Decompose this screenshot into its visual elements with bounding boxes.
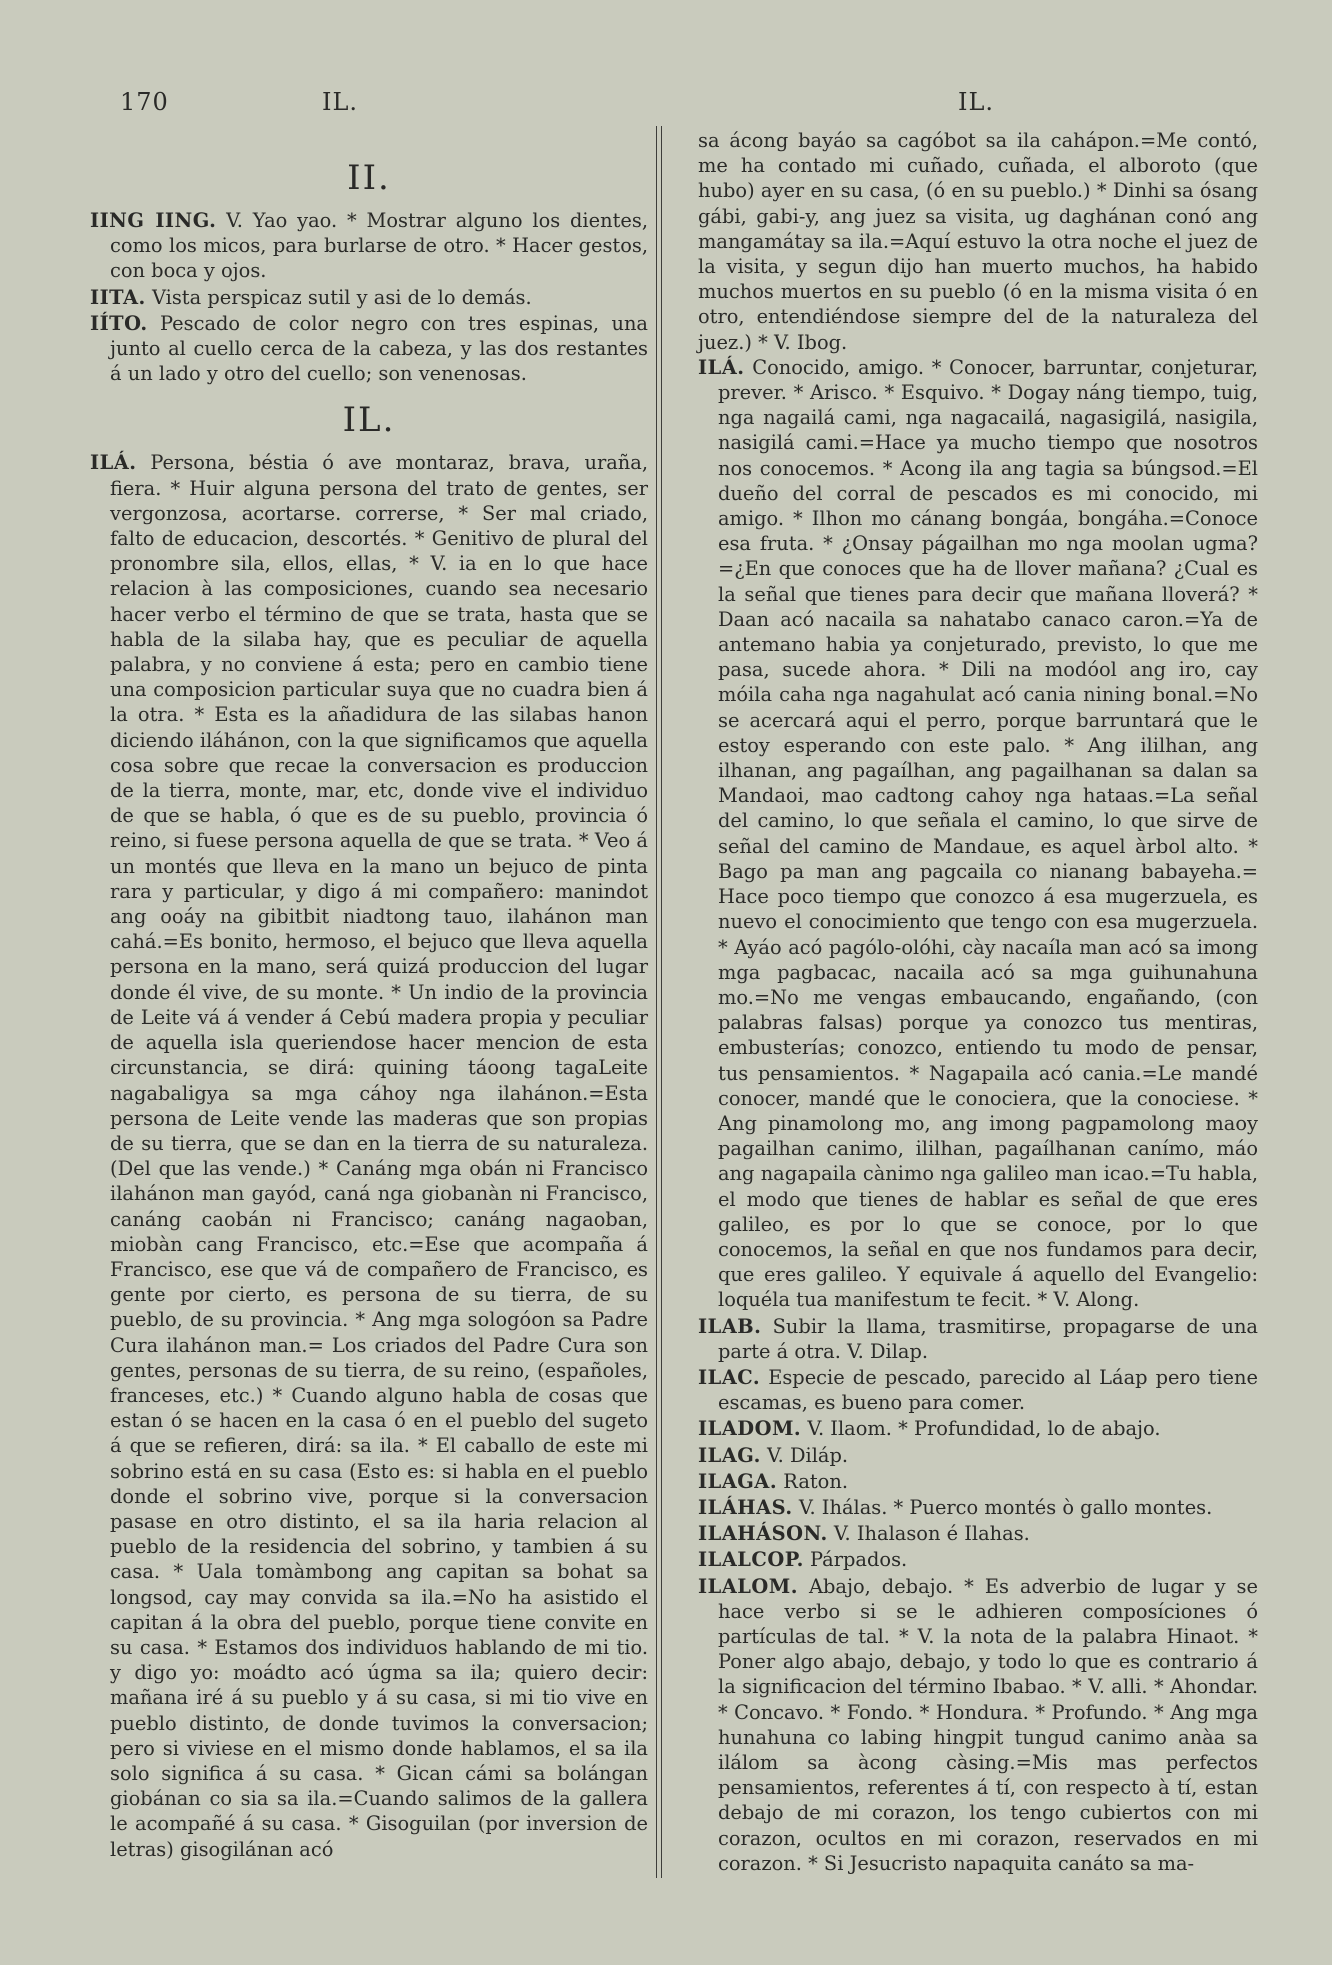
entry-definition: V. Ilaom. * Profundidad, lo de abajo. [807,1417,1161,1441]
dictionary-entry [90,285,648,310]
dictionary-entry [90,311,648,387]
entry-definition: V. Ihálas. * Puerco montés ò gallo montes. [798,1495,1213,1519]
dictionary-entry [698,1469,1258,1494]
page-number: 170 [120,88,169,116]
column-divider [656,126,662,1878]
section-heading-ii: II. [347,158,391,198]
entry-headword: ILALCOP. [698,1548,804,1572]
entry-headword: ILAB. [698,1314,762,1338]
dictionary-entry [698,1365,1258,1415]
dictionary-entry [698,355,1258,1313]
entry-headword: ILÁHAS. [698,1495,793,1519]
entry-continuation: sa ácong bayáo sa cagóbot sa ila cahápon.=Me contó, me ha contado mi cuñado, cuñada, el alboroto (que hubo) ayer en su casa, (ó en su pueblo.) * Dinhi sa ósang gábi, gabi-y, ang juez sa visita, ug daghánan conó ang mangamátay sa ila.=Aquí estuvo la otra noche el juez de la visita, y segun dijo han muerto muchos, ha habido muchos muertos en su pueblo (ó en la misma visita ó en otro, entendiéndose siempre del de la naturaleza del juez.) * V. Ibog. [698,129,1258,354]
dictionary-entry [698,1443,1258,1468]
dictionary-entry [698,1547,1258,1572]
entry-headword: ILÁ. [90,451,137,475]
entry-definition: Raton. [783,1469,849,1493]
entry-headword: ILAHÁSON. [698,1522,828,1546]
entry-headword: IITA. [90,285,146,309]
entry-definition: V. Ihalason é Ilahas. [833,1522,1030,1546]
left-running-title: IL. [322,88,359,116]
entry-headword: ILADOM. [698,1417,802,1441]
right-column [698,128,1258,1877]
dictionary-entry [90,208,648,284]
entry-definition: V. Yao yao. * Mostrar alguno los dientes, como los micos, para burlarse de otro. * Hacer gestos, con boca y ojos. [110,209,648,283]
dictionary-entry [698,1574,1258,1876]
running-head [0,88,1332,124]
entry-definition: Conocido, amigo. * Conocer, barruntar, conjeturar, prever. * Arisco. * Esquivo. * Dogay náng tiempo, tuig, nga nagailá cami, nga nagacailá, nagasigilá, nasigila, nasigilá cami.=Hace ya mucho tiempo que nosotros nos conocemos. * Acong ila ang tagia sa búngsod.=El dueño del corral de pescados es mi conocido, mi amigo. * Ilhon mo cánang bongáa, bongáha.=Conoce esa fruta. * ¿Onsay págailhan mo nga moolan ugma?=¿En que conoces que ha de llover mañana? ¿Cual es la señal que tienes para decir que mañana lloverá? * Daan acó nacaila sa nahatabo canaco caron.=Ya de antemano habia ya conjeturado, previsto, lo que me pasa, sucede ahora. * Dili na modóol ang iro, cay móila caha nga nagahulat acó cania nining bonal.=No se acercará aqui el perro, porque barruntará que le estoy esperando con este palo. * Ang ililhan, ang ilhanan, ang pagaílhan, ang pagailhanan sa dalan sa Mandaoi, mao cadtong cahoy nga hataas.=La señal del camino, lo que señala el camino, lo que sirve de señal del camino de Mandaue, es aquel àrbol alto. * Bago pa man ang pagcaila co nianang babayeha.= Hace poco tiempo que conozco á esa mugerzuela, es nuevo el conocimiento que tengo con esa mugerzuela. * Ayáo acó pagólo-olóhi, cày nacaíla man acó sa imong mga pagbacac, nacaila acó sa mga guihunahuna mo.=No me vengas embaucando, engañando, (con palabras falsas) porque ya conozco tus mentiras, embusterías; conozco, entiendo tu modo de pensar, tus pensamientos. * Nagapaila acó cania.=Le mandé conocer, mandé que le conociera, que la conociese. * Ang pinamolong mo, ang imong pagpamolong maoy pagailhan canimo, ililhan, pagaílhanan canímo, máo ang nagapaila cànimo nga galileo man icao.=Tu habla, el modo que tienes de hablar es señal de que eres galileo, es por lo que se conoce, por lo que conocemos, la señal en que nos fundamos para decir, que eres galileo. Y equivale á aquello del Evangelio: loquéla tua manifestum te fecit. * V. Along. [718,355,1258,1312]
entry-definition: Párpados. [810,1548,908,1572]
entry-definition: Vista perspicaz sutil y asi de lo demás. [151,285,532,309]
entry-headword: ILAGA. [698,1469,778,1493]
entry-headword: ILÁ. [698,355,745,379]
entry-definition: V. Diláp. [767,1443,849,1467]
dictionary-entry [90,450,648,1861]
entry-headword: IING IING. [90,209,217,232]
entry-definition: Abajo, debajo. * Es adverbio de lugar y se hace verbo si se le adhieren composíciones ó partículas de tal. * V. la nota de la palabra Hinaot. * Poner algo abajo, debajo, y todo lo que es contrario á la significacion del término Ibabao. * V. alli. * Ahondar. * Concavo. * Fondo. * Hondura. * Profundo. * Ang mga hunahuna co labing hingpit tungud canimo anàa sa ilálom sa àcong càsing.=Mis mas perfectos pensamientos, referentes á tí, con respecto à tí, estan debajo de mi corazon, los tengo cubiertos con mi corazon, ocultos en mi corazon, reservados en mi corazon. * Si Jesucristo napaquita canáto sa ma- [718,1574,1258,1875]
left-column [90,150,648,1863]
entry-headword: IÍTO. [90,311,148,335]
right-running-title: IL. [958,88,995,116]
entry-headword: ILALOM. [698,1574,798,1598]
dictionary-entry [698,1495,1258,1520]
entry-definition: Especie de pescado, parecido al Láap pero tiene escamas, es bueno para comer. [718,1365,1258,1415]
dictionary-entry [698,1416,1258,1441]
dictionary-entry [698,1521,1258,1546]
entry-definition: Subir la llama, trasmitirse, propagarse de una parte á otra. V. Dilap. [718,1314,1258,1363]
entry-definition: Persona, béstia ó ave montaraz, brava, uraña, fiera. * Huir alguna persona del trato de gentes, ser vergonzosa, acortarse. correrse, * Ser mal criado, falto de educacion, descortés. * Genitivo de plural del pronombre sila, ellos, ellas, * V. ia en lo que hace relacion à las composiciones, cuando sea necesario hacer verbo el término de que se trata, hasta que se habla de la silaba hay, que es peculiar de aquella palabra, y no conviene á esta; pero en cambio tiene una composicion particular suya que no cuadra bien á la otra. * Esta es la añadidura de las silabas hanon diciendo iláhánon, con la que significamos que aquella cosa sobre que recae la conversacion es produccion de la tierra, monte, mar, etc, donde vive el individuo de que se habla, ó que es de su pueblo, provincia ó reino, si fuese persona aquella de que se trata. * Veo á un montés que lleva en la mano un bejuco de pinta rara y particular, y digo á mi compañero: manindot ang ooáy na gibitbit niadtong tauo, ilahánon man cahá.=Es bonito, hermoso, el bejuco que lleva aquella persona en la mano, será quizá produccion del lugar donde él vive, de su monte. * Un indio de la provincia de Leite vá á vender á Cebú madera propia y peculiar de aquella isla queriendose hacer mencion de esta circunstancia, se dirá: quining táoong tagaLeite nagabaligya sa mga cáhoy nga ilahánon.=Esta persona de Leite vende las maderas que son propias de su tierra, que se dan en la tierra de su naturaleza. (Del que las vende.) * Canáng mga obán ni Francisco ilahánon man gayód, caná nga giobanàn ni Francisco, canáng caobán ni Francisco; canáng nagaoban, miobàn cang Francisco, etc.=Ese que acompaña á Francisco, ese que vá de compañero de Francisco, es gente por cierto, es persona de su tierra, de su pueblo, de su provincia. * Ang mga sologóon sa Padre Cura ilahánon man.= Los criados del Padre Cura son gentes, personas de su tierra, de su reino, (españoles, franceses, etc.) * Cuando alguno habla de cosas que estan ó se hacen en la casa ó en el pueblo del sugeto á que se refieren, dirá: sa ila. * El caballo de este mi sobrino está en su casa (Esto es: si habla en el pueblo donde el sobrino vive, porque si la conversacion pasase en otro distinto, el sa ila haria relacion al pueblo de la residencia del sobrino, y tambien á su casa. * Uala tomàmbong ang capitan sa bohat sa longsod, cay may convida sa ila.=No ha asistido el capitan á la obra del pueblo, porque tiene convite en su casa. * Estamos dos individuos hablando de mi tio. y digo yo: moádto acó úgma sa ila; quiero decir: mañana iré á su pueblo y á su casa, si mi tio vive en pueblo distinto, de donde tuvimos la conversacion; pero si viviese en el mismo donde hablamos, el sa ila solo significa á su casa. * Gican cámi sa bolángan giobánan co sia sa ila.=Cuando salimos de la gallera le acompañé á su casa. * Gisoguilan (por inversion de letras) gisogilánan acó [110,451,648,1861]
entry-headword: ILAG. [698,1443,761,1467]
section-heading-il: IL. [342,400,396,441]
dictionary-entry [698,1314,1258,1364]
entry-headword: ILAC. [698,1365,761,1389]
entry-definition: Pescado de color negro con tres espinas, una junto al cuello cerca de la cabeza, y las dos restantes á un lado y otro del cuello; son venenosas. [110,311,648,386]
